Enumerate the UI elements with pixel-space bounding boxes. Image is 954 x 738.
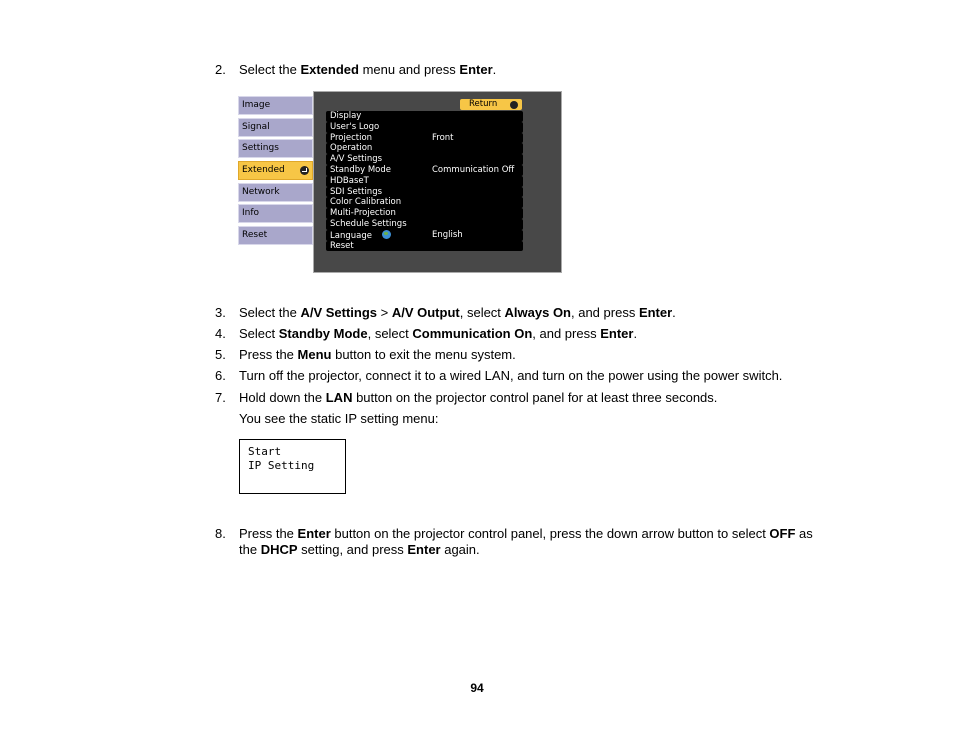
menu-item: User's Logo [326, 122, 523, 133]
menu-item: Multi-Projection [326, 208, 523, 219]
enter-icon [300, 166, 309, 175]
page-number: 94 [470, 681, 484, 695]
ip-menu-line-1: Start [248, 445, 282, 458]
step-text: Select the A/V Settings > A/V Output, select Always On, and press Enter. [239, 305, 676, 320]
step-number: 7. [215, 390, 226, 405]
static-ip-menu-display [239, 439, 346, 494]
step-text: Select the Extended menu and press Enter. [239, 62, 497, 77]
menu-item: Reset [326, 241, 523, 252]
return-button: Return [460, 99, 522, 110]
menu-item: Schedule Settings [326, 219, 523, 230]
step-text: Press the Enter button on the projector control panel, press the down arrow button to select OFF as the DHCP setting, and press Enter again. [239, 526, 813, 557]
menu-item: Standby Mode Communication Off [326, 165, 523, 176]
menu-tab-info: Info [238, 204, 313, 223]
step-number: 2. [215, 62, 226, 77]
ip-menu-line-2: IP Setting [248, 459, 315, 472]
menu-item: Color Calibration [326, 197, 523, 208]
menu-tab-image: Image [238, 96, 313, 115]
menu-tab-extended: Extended [238, 161, 313, 180]
menu-tab-settings: Settings [238, 139, 313, 158]
step-number: 5. [215, 347, 226, 362]
menu-item-list [326, 111, 523, 251]
menu-item: Operation [326, 143, 523, 154]
enter-icon [510, 101, 518, 109]
step-text: Press the Menu button to exit the menu system. [239, 347, 516, 362]
step-text: Turn off the projector, connect it to a wired LAN, and turn on the power using the power switch. [239, 368, 783, 383]
menu-item: Projection Front [326, 133, 523, 144]
projector-menu-screenshot [238, 91, 562, 273]
menu-item: HDBaseT [326, 176, 523, 187]
step-number: 4. [215, 326, 226, 341]
step-number: 8. [215, 526, 226, 541]
menu-tab-signal: Signal [238, 118, 313, 137]
note-text: You see the static IP setting menu: [239, 411, 439, 426]
step-number: 6. [215, 368, 226, 383]
menu-item: A/V Settings [326, 154, 523, 165]
step-text: Select Standby Mode, select Communication On, and press Enter. [239, 326, 638, 341]
menu-tab-reset: Reset [238, 226, 313, 245]
menu-item: SDI Settings [326, 187, 523, 198]
globe-icon [382, 230, 391, 239]
step-number: 3. [215, 305, 226, 320]
step-text: Hold down the LAN button on the projector control panel for at least three seconds. [239, 390, 718, 405]
menu-tab-network: Network [238, 183, 313, 202]
menu-item: Display [326, 111, 523, 122]
menu-item: Language English [326, 230, 523, 241]
